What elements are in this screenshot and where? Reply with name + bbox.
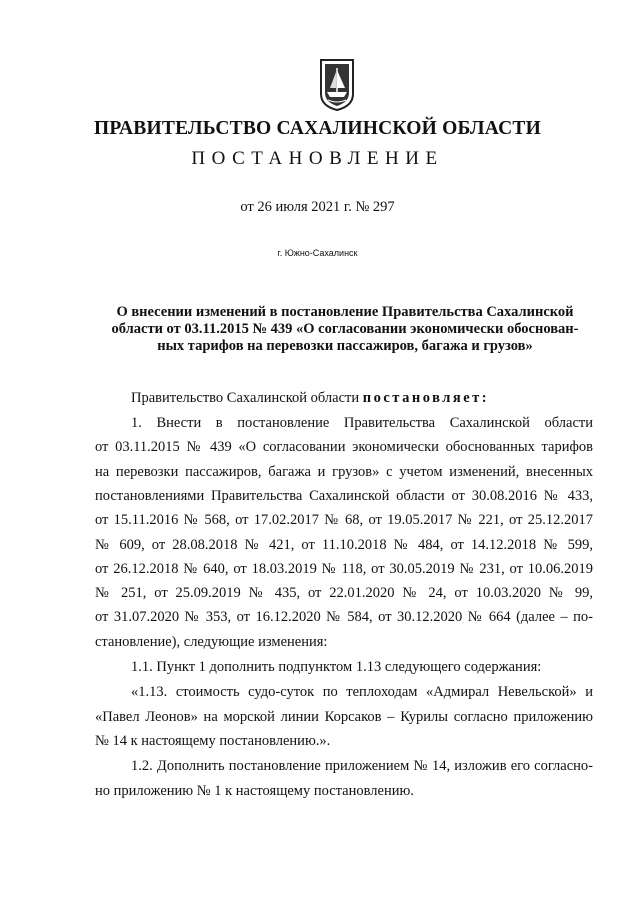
intro-verb: постановляет: [362,390,490,406]
title-line: О внесении изменений в постановление Правительства Сахалинской [116,304,574,320]
body-line: «1.13. стоимость судо-суток по теплоходам «Адмирал Невельской» и [131,684,593,700]
body-line: от 26.12.2018 № 640, от 18.03.2019 № 118, от 30.05.2019 № 231, от 10.06.2019 [95,561,593,577]
intro-text: Правительство Сахалинской области [131,390,363,406]
body-line: становление), следующие изменения: [95,634,328,650]
body-line: постановлениями Правительства Сахалинской области от 30.08.2016 № 433, [95,488,593,504]
body-line: № 14 к настоящему постановлению.». [95,733,331,749]
title-line: ных тарифов на перевозки пассажиров, багажа и грузов» [157,338,533,354]
date-and-number: от 26 июля 2021 г. № 297 [240,199,395,215]
body-line: № 609, от 28.08.2018 № 421, от 11.10.2018 № 484, от 14.12.2018 № 599, [95,537,593,553]
title-line: области от 03.11.2015 № 439 «О согласовании экономически обоснован- [111,321,579,337]
city-name: г. Южно-Сахалинск [277,248,358,258]
body-line: от 03.11.2015 № 439 «О согласовании экономически обоснованных тарифов [95,439,593,455]
body-line: на перевозки пассажиров, багажа и грузов» с учетом изменений, внесенных [95,464,593,480]
government-name: ПРАВИТЕЛЬСТВО САХАЛИНСКОЙ ОБЛАСТИ [94,118,541,139]
body-line: 1.2. Дополнить постановление приложением № 14, изложив его согласно- [131,758,593,774]
document-title [95,304,595,355]
body-line: но приложению № 1 к настоящему постановлению. [95,783,414,799]
body-line: «Павел Леонов» на морской линии Корсаков – Курилы согласно приложению [95,709,593,725]
body-line: от 31.07.2020 № 353, от 16.12.2020 № 584, от 30.12.2020 № 664 (далее – по- [95,609,593,625]
body-line: 1.1. Пункт 1 дополнить подпунктом 1.13 следующего содержания: [131,659,542,675]
document-type: ПОСТАНОВЛЕНИЕ [191,148,444,169]
body-line: № 251, от 25.09.2019 № 435, от 22.01.2020 № 24, от 10.03.2020 № 99, [95,585,593,601]
intro-paragraph [131,390,591,407]
body-line: 1. Внести в постановление Правительства Сахалинской области [131,415,593,431]
coat-of-arms-emblem [318,58,356,112]
body-line: от 15.11.2016 № 568, от 17.02.2017 № 68, от 19.05.2017 № 221, от 25.12.2017 [95,512,593,528]
